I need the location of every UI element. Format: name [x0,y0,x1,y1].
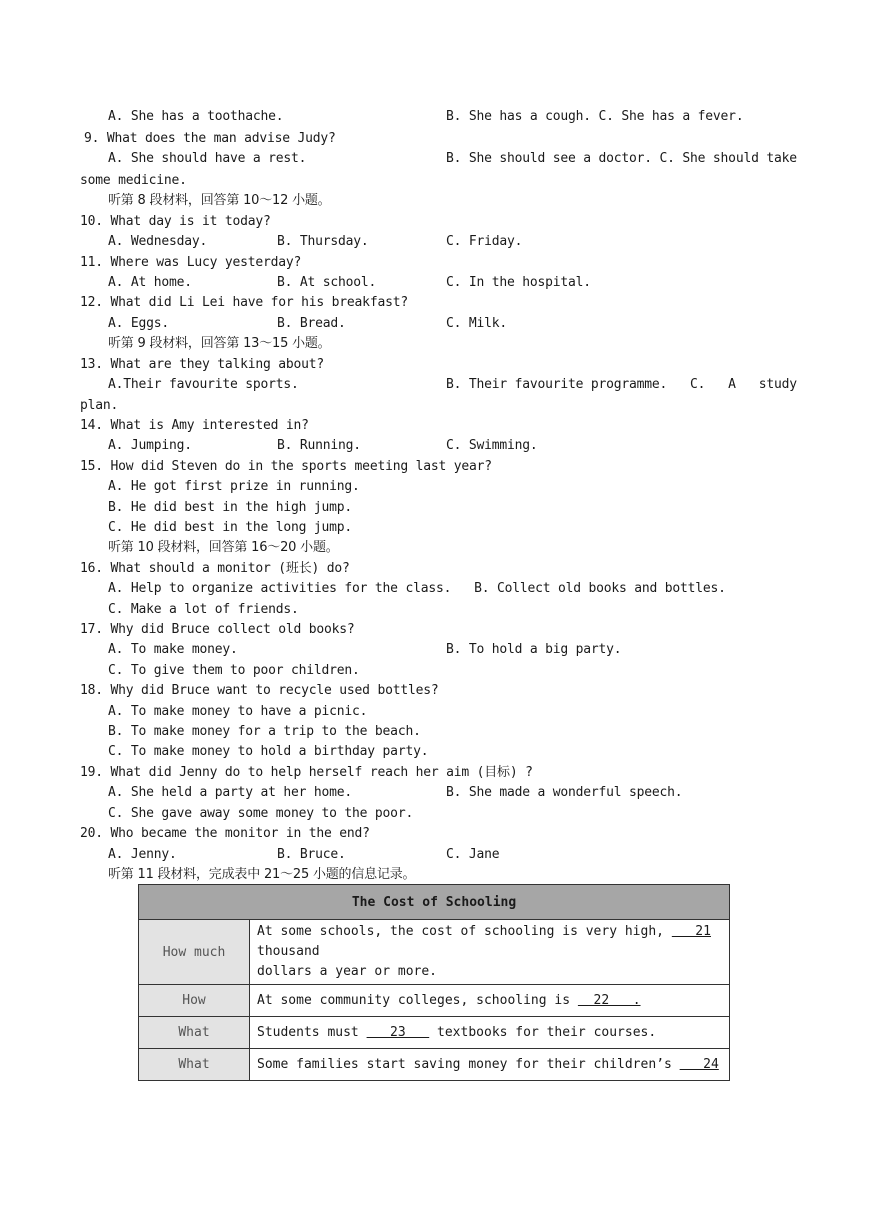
row-text: At some community colleges, schooling is [257,992,578,1008]
q11-option-a: A. At home. [108,275,192,290]
question-17: 17. Why did Bruce collect old books? [80,622,355,637]
question-15: 15. How did Steven do in the sports meeting last year? [80,459,492,474]
q8-option-bc: B. She has a cough. C. She has a fever. [446,109,744,124]
question-12: 12. What did Li Lei have for his breakfast? [80,295,408,310]
answer-blank-23[interactable]: 23 [366,1024,430,1040]
row-label: What [139,1017,250,1049]
q10-option-b: B. Thursday. [277,234,369,249]
q15-option-b: B. He did best in the high jump. [108,500,353,515]
table-row [139,1049,730,1081]
section-8-instruction: 听第 8 段材料，回答第 10～12 小题。 [108,193,331,208]
question-11: 11. Where was Lucy yesterday? [80,255,302,270]
answer-blank-22[interactable]: 22 . [577,992,641,1008]
q11-option-b: B. At school. [277,275,377,290]
q11-option-c: C. In the hospital. [446,275,591,290]
row-text-cont: thousand [257,944,320,959]
q12-option-b: B. Bread. [277,316,346,331]
row-text-after: textbooks for their courses. [429,1024,657,1040]
q19-option-c: C. She gave away some money to the poor. [108,806,414,821]
cost-of-schooling-table [138,884,730,1081]
q17-option-c: C. To give them to poor children. [108,663,360,678]
q20-option-b: B. Bruce. [277,847,346,862]
question-16: 16. What should a monitor (班长) do? [80,561,350,576]
q9-option-bc: B. She should see a doctor. C. She should take [446,151,797,166]
section-9-instruction: 听第 9 段材料，回答第 13～15 小题。 [108,336,331,351]
q15-option-c: C. He did best in the long jump. [108,520,353,535]
q16-option-ab: A. Help to organize activities for the class. B. Collect old books and bottles. [108,581,726,596]
table-row [139,1017,730,1049]
row-content [250,1017,730,1049]
q14-option-c: C. Swimming. [446,438,538,453]
q20-option-c: C. Jane [446,847,500,862]
question-13: 13. What are they talking about? [80,357,325,372]
q20-option-a: A. Jenny. [108,847,177,862]
q19-option-b: B. She made a wonderful speech. [446,785,683,800]
question-20: 20. Who became the monitor in the end? [80,826,370,841]
row-label: How much [139,920,250,985]
q18-option-c: C. To make money to hold a birthday party. [108,744,429,759]
q8-option-a: A. She has a toothache. [108,109,284,124]
q18-option-a: A. To make money to have a picnic. [108,704,368,719]
q13-option-c-cont: plan. [80,398,119,413]
q13-option-a: A.Their favourite sports. [108,377,299,392]
q9-option-c-cont: some medicine. [80,173,187,188]
q16-option-c: C. Make a lot of friends. [108,602,299,617]
table-title: The Cost of Schooling [139,885,730,920]
table-row [139,985,730,1017]
row-label: What [139,1049,250,1081]
question-9: 9. What does the man advise Judy? [84,131,336,146]
q9-option-a: A. She should have a rest. [108,151,307,166]
q12-option-c: C. Milk. [446,316,508,331]
row-text: Some families start saving money for their children’s [257,1056,680,1072]
row-text: Students must [257,1024,367,1040]
section-11-instruction: 听第 11 段材料，完成表中 21～25 小题的信息记录。 [108,867,416,882]
q17-option-b: B. To hold a big party. [446,642,622,657]
q15-option-a: A. He got first prize in running. [108,479,360,494]
q13-option-bc: B. Their favourite programme. C. A study [446,377,797,392]
q10-option-a: A. Wednesday. [108,234,208,249]
row-content [250,920,730,985]
q18-option-b: B. To make money for a trip to the beach. [108,724,421,739]
row-content [250,985,730,1017]
row-label: How [139,985,250,1017]
row-text: At some schools, the cost of schooling is very high, [257,924,672,939]
q14-option-b: B. Running. [277,438,361,453]
question-10: 10. What day is it today? [80,214,271,229]
answer-blank-21[interactable]: 21 [671,924,711,939]
question-18: 18. Why did Bruce want to recycle used bottles? [80,683,439,698]
q19-option-a: A. She held a party at her home. [108,785,353,800]
q10-option-c: C. Friday. [446,234,523,249]
q14-option-a: A. Jumping. [108,438,192,453]
table-row [139,920,730,985]
table-header-row [139,885,730,920]
question-19: 19. What did Jenny do to help herself reach her aim (目标) ? [80,765,533,780]
q17-option-a: A. To make money. [108,642,238,657]
q12-option-a: A. Eggs. [108,316,170,331]
row-text-cont: dollars a year or more. [257,964,438,979]
row-content [250,1049,730,1081]
question-14: 14. What is Amy interested in? [80,418,309,433]
answer-blank-24[interactable]: 24 [679,1056,719,1072]
section-10-instruction: 听第 10 段材料，回答第 16～20 小题。 [108,540,339,555]
